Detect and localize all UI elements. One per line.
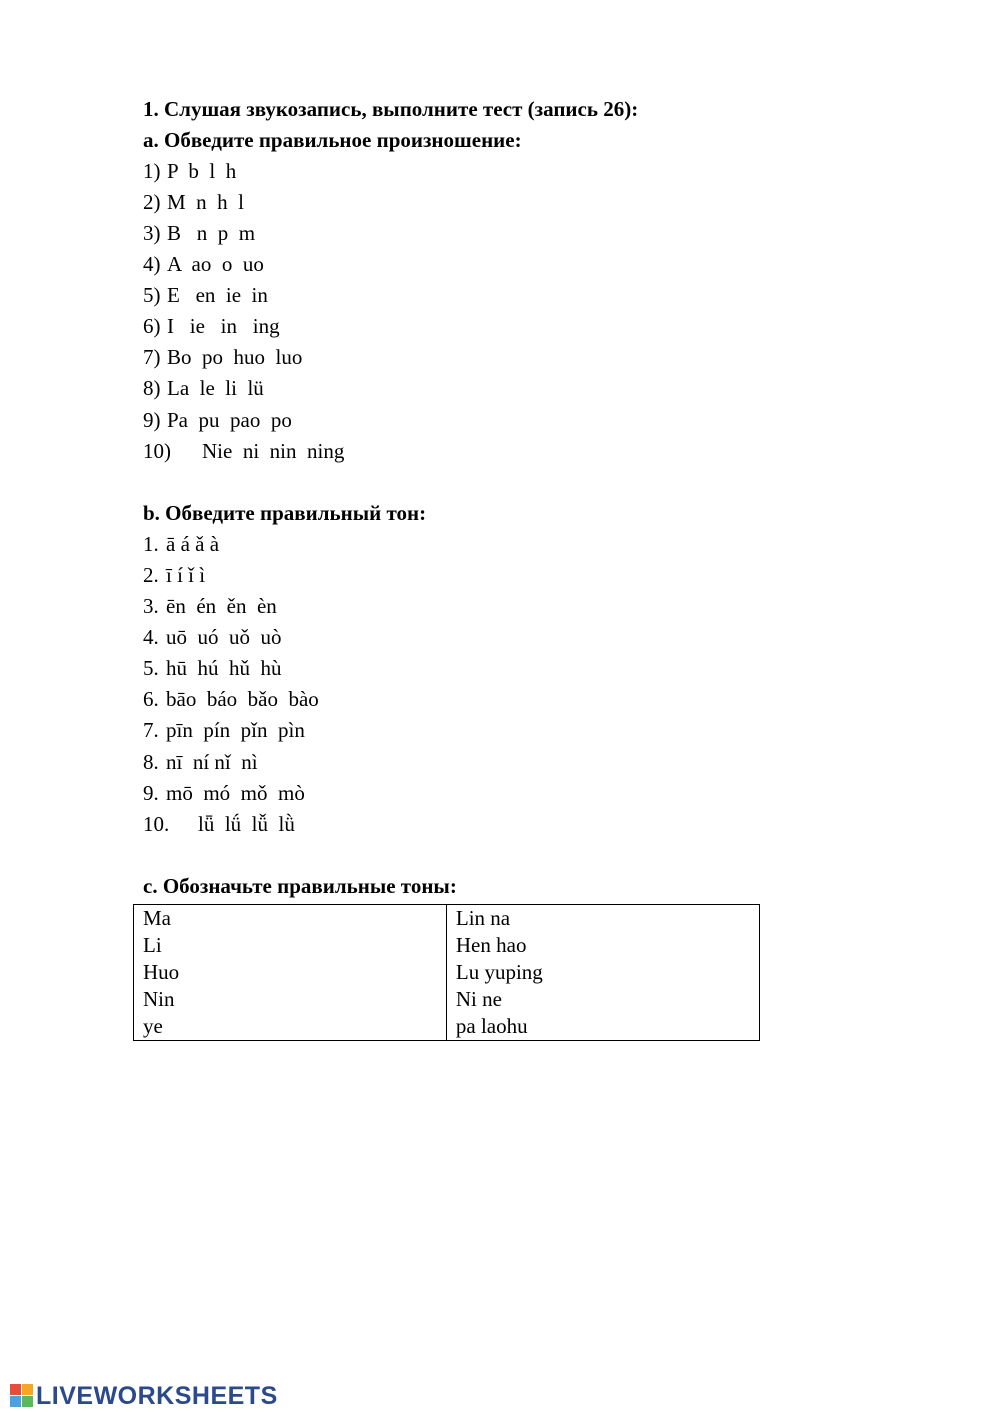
table-cell: Huo [134,959,447,986]
table-cell: Li [134,932,447,959]
table-row [134,959,760,986]
list-item: 5. hū hú hǔ hù [143,656,282,680]
section-b-title: b. Обведите правильный тон: [143,501,427,525]
list-item: 4) A ao o uo [143,252,264,276]
list-item: 9) Pa pu pao po [143,408,292,432]
list-item: 1. ā á ǎ à [143,532,220,556]
list-item: 5) E en ie in [143,283,268,307]
table-cell: Lu yuping [446,959,759,986]
tone-table [133,904,760,1041]
list-item: 8. nī ní nǐ nì [143,750,258,774]
list-item: 2) M n h l [143,190,245,214]
liveworksheets-logo-icon [10,1384,34,1408]
list-item: 7) Bo po huo luo [143,345,303,369]
page-heading: 1. Слушая звукозапись, выполните тест (запись 26): [143,97,639,121]
table-row [134,905,760,933]
brand-name: LIVEWORKSHEETS [36,1381,278,1410]
liveworksheets-brand[interactable] [10,1381,278,1411]
table-row [134,986,760,1013]
list-item: 4. uō uó uǒ uò [143,625,282,649]
section-c-title: c. Обозначьте правильные тоны: [143,874,457,898]
list-item: 10. lǖ lǘ lǚ lǜ [143,812,295,836]
section-a-title: a. Обведите правильное произношение: [143,128,522,152]
table-cell: Ma [134,905,447,933]
table-cell: ye [134,1013,447,1041]
table-cell: Hen hao [446,932,759,959]
table-row [134,1013,760,1041]
table-cell: Lin na [446,905,759,933]
table-cell: pa laohu [446,1013,759,1041]
list-item: 1) P b l h [143,159,237,183]
table-cell: Ni ne [446,986,759,1013]
list-item: 2. ī í ǐ ì [143,563,206,587]
list-item: 6) I ie in ing [143,314,280,338]
list-item: 3) B n p m [143,221,256,245]
list-item: 3. ēn én ěn èn [143,594,277,618]
list-item: 10) Nie ni nin ning [143,439,345,463]
table-cell: Nin [134,986,447,1013]
table-row [134,932,760,959]
list-item: 7. pīn pín pǐn pìn [143,718,305,742]
list-item: 6. bāo báo bǎo bào [143,687,319,711]
list-item: 8) La le li lü [143,376,264,400]
list-item: 9. mō mó mǒ mò [143,781,305,805]
